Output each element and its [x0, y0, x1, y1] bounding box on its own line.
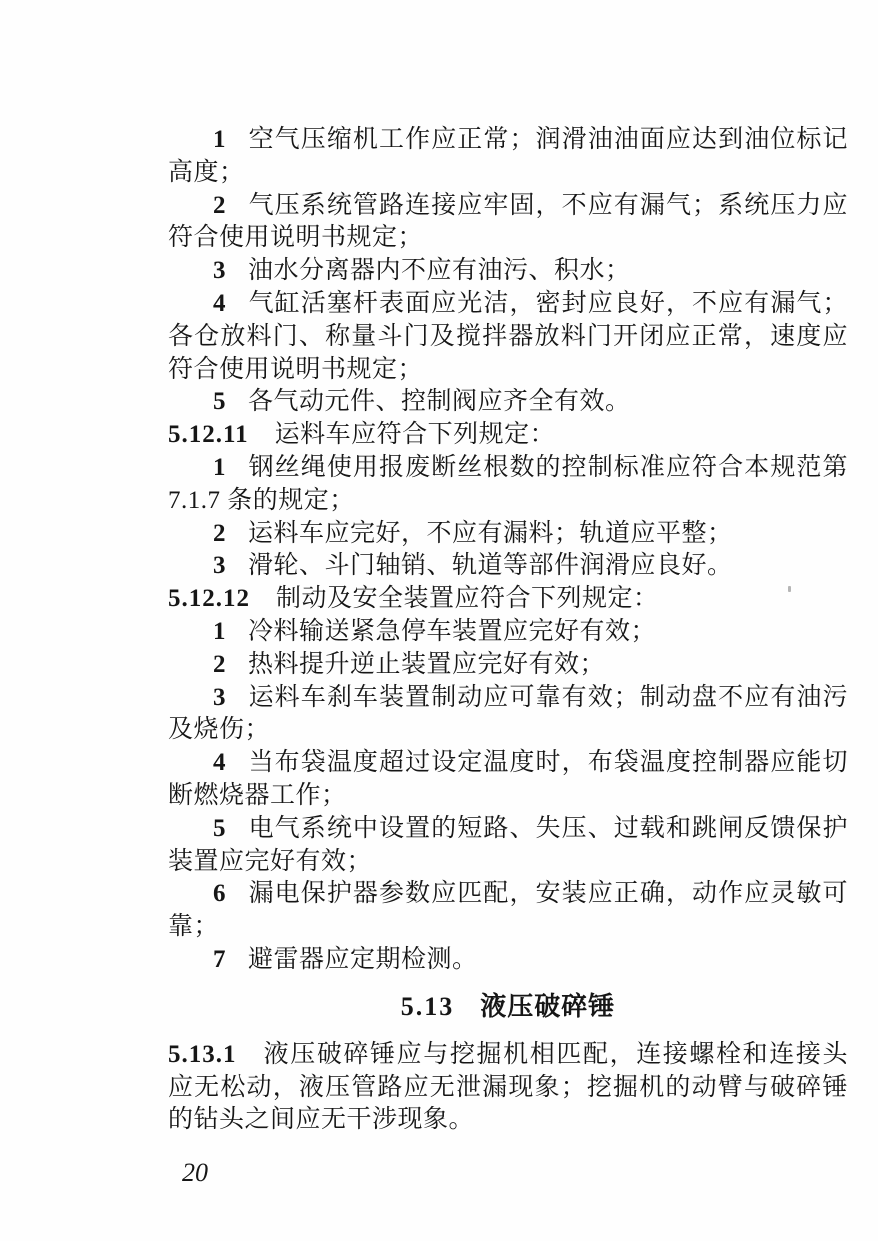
- scan-artifact: [788, 586, 791, 592]
- item-text: 当布袋温度超过设定温度时，布袋温度控制器应能切断燃烧器工作；: [168, 749, 848, 809]
- page-number: 20: [182, 1158, 208, 1188]
- item-number: 3: [213, 257, 226, 285]
- clause-paragraph: [168, 419, 848, 452]
- item-text: 空气压缩机工作应正常；润滑油油面应达到油位标记高度；: [168, 126, 848, 186]
- section-title: 液压破碎锤: [480, 990, 616, 1021]
- list-item: [168, 813, 848, 879]
- item-number: 5: [213, 814, 226, 842]
- item-text: 油水分离器内不应有油污、积水；: [248, 257, 631, 285]
- item-number: 1: [213, 126, 226, 153]
- item-text: 钢丝绳使用报废断丝根数的控制标准应符合本规范第7.1.7 条的规定；: [168, 453, 848, 514]
- list-item: [168, 386, 848, 419]
- clause-text: 液压破碎锤应与挖掘机相匹配，连接螺栓和连接头应无松动，液压管路应无泄漏现象；挖掘机的动臂与破碎锤的钻头之间应无干涉现象。: [168, 1040, 848, 1134]
- list-item: [168, 124, 848, 190]
- list-item: [168, 682, 848, 748]
- item-text: 气压系统管路连接应牢固，不应有漏气；系统压力应符合使用说明书规定；: [168, 191, 848, 252]
- section-heading: [168, 990, 848, 1023]
- list-item: [168, 255, 848, 288]
- list-item: [168, 452, 848, 518]
- list-item: [168, 944, 848, 977]
- item-number: 3: [213, 552, 226, 580]
- clause-number: 5.12.11: [168, 421, 249, 449]
- item-number: 2: [213, 650, 226, 678]
- list-item: [168, 288, 848, 386]
- item-number: 4: [213, 749, 226, 777]
- list-item: [168, 518, 848, 551]
- clause-number: 5.13.1: [168, 1040, 237, 1068]
- item-text: 漏电保护器参数应匹配，安装应正确，动作应灵敏可靠；: [168, 880, 848, 941]
- item-text: 运料车刹车装置制动应可靠有效；制动盘不应有油污及烧伤；: [168, 683, 848, 744]
- item-number: 1: [213, 617, 226, 645]
- item-text: 冷料输送紧急停车装置应完好有效；: [248, 617, 657, 645]
- item-text: 运料车应完好，不应有漏料；轨道应平整；: [248, 519, 733, 547]
- clause-paragraph: [168, 583, 848, 616]
- section-number: 5.13: [400, 991, 455, 1021]
- item-text: 电气系统中设置的短路、失压、过载和跳闸反馈保护装置应完好有效；: [168, 814, 848, 875]
- list-item: [168, 878, 848, 944]
- item-number: 2: [213, 519, 226, 547]
- item-number: 3: [213, 683, 226, 711]
- item-number: 6: [213, 880, 226, 908]
- clause-text: 制动及安全装置应符合下列规定：: [276, 585, 659, 613]
- clause-paragraph: [168, 1039, 848, 1137]
- list-item: [168, 616, 848, 649]
- list-item: [168, 747, 848, 813]
- clause-text: 运料车应符合下列规定：: [274, 421, 556, 449]
- text-column: [168, 124, 848, 1188]
- clause-number: 5.12.12: [168, 585, 250, 613]
- item-number: 4: [213, 289, 226, 317]
- item-number: 5: [213, 388, 226, 416]
- item-text: 避雷器应定期检测。: [248, 945, 478, 973]
- item-text: 热料提升逆止装置应完好有效；: [248, 650, 606, 678]
- item-number: 1: [213, 453, 226, 481]
- list-item: [168, 190, 848, 256]
- list-item: [168, 649, 848, 682]
- item-text: 各气动元件、控制阀应齐全有效。: [248, 388, 631, 416]
- item-number: 2: [213, 191, 226, 219]
- item-text: 气缸活塞杆表面应光洁，密封应良好，不应有漏气；各仓放料门、称量斗门及搅拌器放料门开闭应正常，速度应符合使用说明书规定；: [168, 289, 848, 383]
- list-item: [168, 550, 848, 583]
- item-number: 7: [213, 945, 226, 973]
- item-text: 滑轮、斗门轴销、轨道等部件润滑应良好。: [248, 552, 733, 580]
